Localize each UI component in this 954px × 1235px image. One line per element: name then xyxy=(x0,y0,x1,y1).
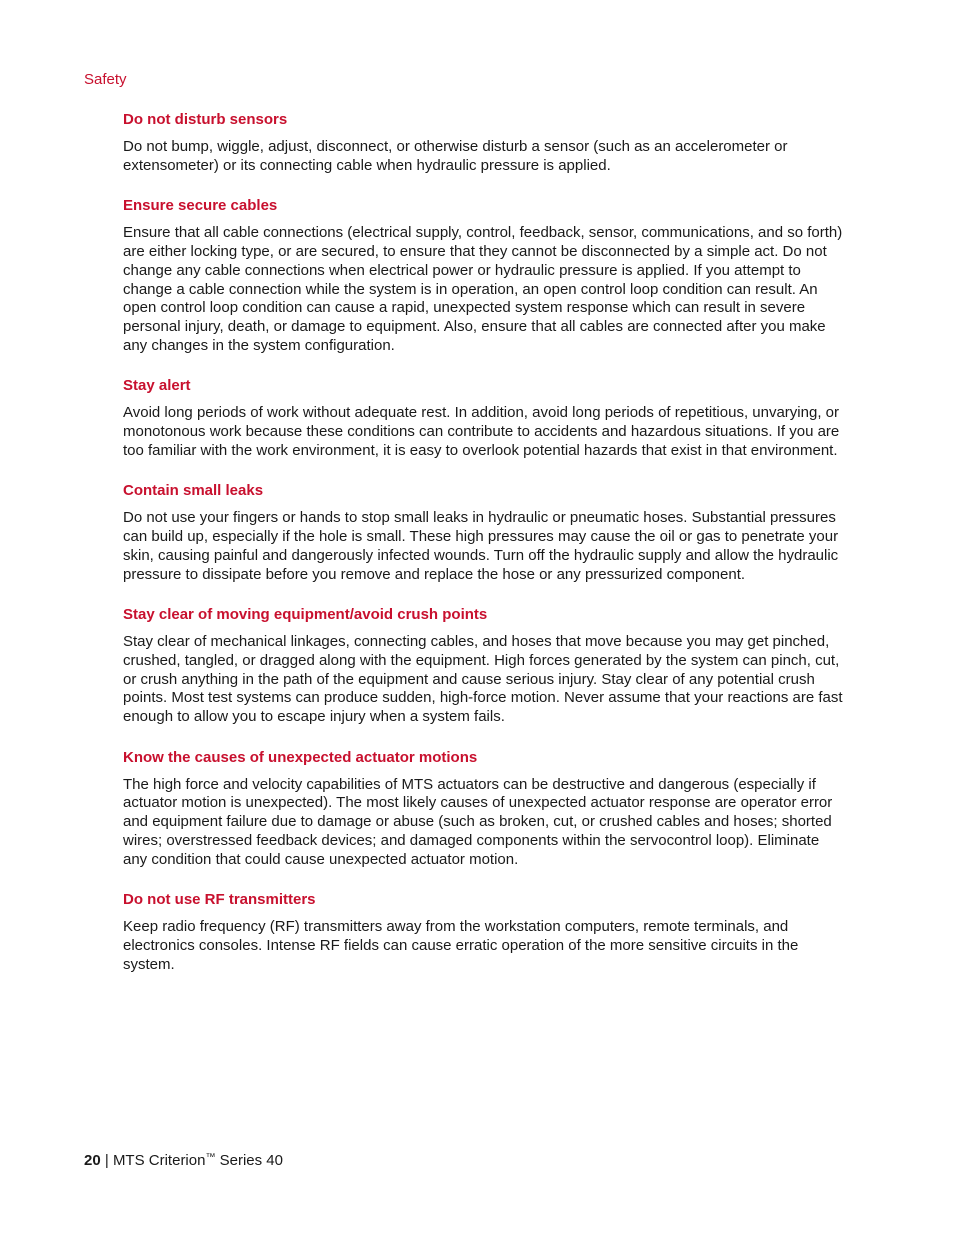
page-number: 20 xyxy=(84,1152,101,1169)
section-contain-small-leaks xyxy=(123,481,847,584)
page-content xyxy=(123,110,847,995)
section-body: The high force and velocity capabilities of MTS actuators can be destructive and dangerous (especially if actuator motion is unexpected). The most likely causes of unexpected actuator response are operator error and equipment failure due to damage or abuse (such as broken, cut, or crushed cables and hoses; shorted wires; overstressed feedback devices; and damaged components within the servocontrol loop). Eliminate any condition that could cause unexpected actuator motion. xyxy=(123,775,833,868)
section-body: Keep radio frequency (RF) transmitters away from the workstation computers, remote terminals, and electronics consoles. Intense RF fields can cause erratic operation of the more sensitive circuits in the system. xyxy=(123,918,799,973)
section-ensure-secure-cables xyxy=(123,196,847,355)
page-footer xyxy=(84,1148,283,1171)
section-body: Avoid long periods of work without adequate rest. In addition, avoid long periods of repetitious, unvarying, or monotonous work because these conditions can contribute to accidents and hazardous situations. If you are too familiar with the work environment, it is easy to overlook potential hazards that exist in that environment. xyxy=(123,404,840,459)
product-name: MTS Criterion xyxy=(112,1152,206,1169)
section-stay-alert xyxy=(123,376,847,460)
section-unexpected-actuator-motions xyxy=(123,748,847,870)
section-stay-clear-crush-points xyxy=(123,605,847,727)
section-heading: Stay alert xyxy=(123,377,191,395)
section-heading: Ensure secure cables xyxy=(123,197,278,215)
section-heading: Do not disturb sensors xyxy=(123,111,288,128)
running-header: Safety xyxy=(84,71,127,88)
trademark-symbol: ™ xyxy=(205,1152,216,1163)
section-body: Stay clear of mechanical linkages, connecting cables, and hoses that move because you may get pinched, crushed, tangled, or dragged along with the equipment. High forces generated by the system can pinch, cut, or crush anything in the path of the equipment and cause serious injury. Stay clear of any potential crush points. Most test systems can produce sudden, high-force motion. Never assume that your reactions are fast enough to allow you to escape injury when a system fails. xyxy=(123,633,843,726)
section-heading: Know the causes of unexpected actuator motions xyxy=(123,748,478,766)
footer-separator: | xyxy=(104,1152,109,1169)
section-do-not-disturb-sensors xyxy=(123,110,847,175)
section-body: Do not bump, wiggle, adjust, disconnect, or otherwise disturb a sensor (such as an accelerometer or extensometer) or its connecting cable when hydraulic pressure is applied. xyxy=(123,138,788,174)
section-rf-transmitters xyxy=(123,890,847,974)
product-series: Series 40 xyxy=(219,1152,283,1169)
section-heading: Stay clear of moving equipment/avoid crush points xyxy=(123,606,488,624)
section-heading: Do not use RF transmitters xyxy=(123,891,316,909)
section-heading: Contain small leaks xyxy=(123,482,264,500)
section-body: Ensure that all cable connections (electrical supply, control, feedback, sensor, communications, and so forth) are either locking type, or are secured, to ensure that they cannot be disconnected by a simple act. Do not change any cable connections when electrical power or hydraulic pressure is applied. If you attempt to change a cable connection while the system is in operation, an open control loop condition can result. An open control loop condition can cause a rapid, unexpected system response which can result in severe personal injury, death, or damage to equipment. Also, ensure that all cables are connected after you make any changes in the system configuration. xyxy=(123,224,843,354)
section-body: Do not use your fingers or hands to stop small leaks in hydraulic or pneumatic hoses. Substantial pressures can build up, especially if the hole is small. These high pressures may cause the oil or gas to penetrate your skin, causing painful and dangerously infected wounds. Turn off the hydraulic supply and allow the hydraulic pressure to dissipate before you remove and replace the hose or any pressurized component. xyxy=(123,509,839,583)
